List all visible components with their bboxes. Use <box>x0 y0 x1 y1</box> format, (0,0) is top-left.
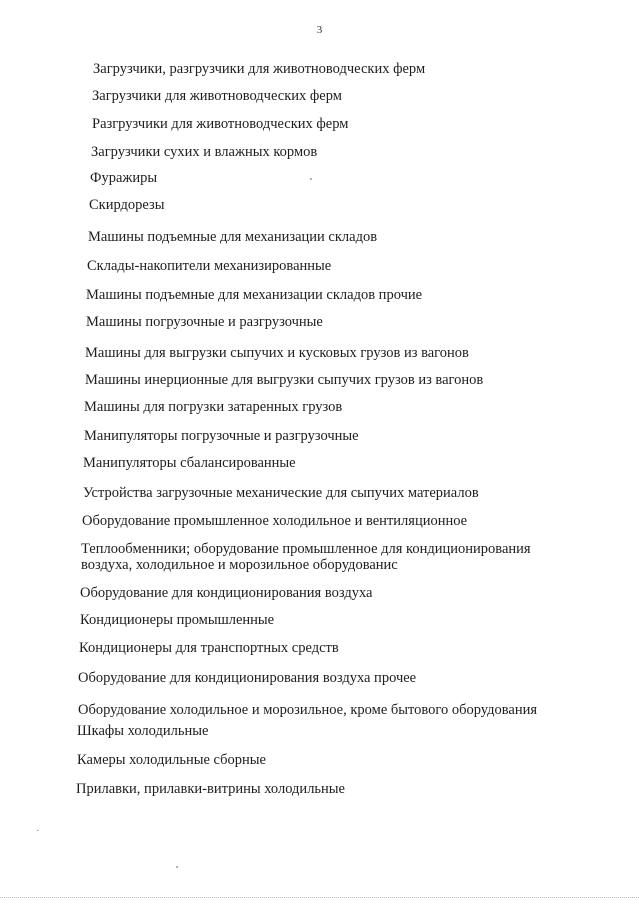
page-number: 3 <box>316 24 323 36</box>
list-item: Оборудование для кондиционирования воздуха прочее <box>78 670 417 686</box>
list-item: Машины подъемные для механизации складов <box>88 229 378 245</box>
list-item: Разгрузчики для животноводческих ферм <box>92 116 349 132</box>
list-item: Машины для выгрузки сыпучих и кусковых грузов из вагонов <box>85 345 469 361</box>
list-item: Склады-накопители механизированные <box>87 258 332 274</box>
scan-speck <box>310 178 312 180</box>
list-item: Машины подъемные для механизации складов прочие <box>86 287 423 303</box>
list-item: Машины инерционные для выгрузки сыпучих грузов из вагонов <box>85 372 484 388</box>
list-item: Кондиционеры промышленные <box>80 612 275 628</box>
list-item: Машины для погрузки затаренных грузов <box>84 399 343 415</box>
list-item: Манипуляторы сбалансированные <box>83 455 296 471</box>
list-item: Кондиционеры для транспортных средств <box>79 640 339 656</box>
list-item: Прилавки, прилавки-витрины холодильные <box>76 781 345 797</box>
list-item: Теплообменники; оборудование промышленное для кондиционирования воздуха, холодильное и морозильное оборудованис <box>81 541 531 573</box>
list-item: Загрузчики сухих и влажных кормов <box>91 144 318 160</box>
list-item: Камеры холодильные сборные <box>77 752 266 768</box>
list-item: Фуражиры <box>90 170 158 186</box>
scan-speck <box>37 830 39 831</box>
list-item: Манипуляторы погрузочные и разгрузочные <box>84 428 359 444</box>
list-item: Загрузчики для животноводческих ферм <box>92 88 342 104</box>
scan-edge <box>0 897 639 898</box>
list-item: Устройства загрузочные механические для сыпучих материалов <box>83 485 479 501</box>
list-item: Шкафы холодильные <box>77 723 209 739</box>
list-item: Оборудование промышленное холодильное и вентиляционное <box>82 513 468 529</box>
list-item: Машины погрузочные и разгрузочные <box>86 314 323 330</box>
scan-speck <box>176 866 178 868</box>
list-item: Оборудование для кондиционирования воздуха <box>80 585 373 601</box>
list-item: Оборудование холодильное и морозильное, кроме бытового оборудования <box>78 702 538 718</box>
list-item: Загрузчики, разгрузчики для животноводческих ферм <box>93 61 426 77</box>
list-item: Скирдорезы <box>89 197 165 213</box>
